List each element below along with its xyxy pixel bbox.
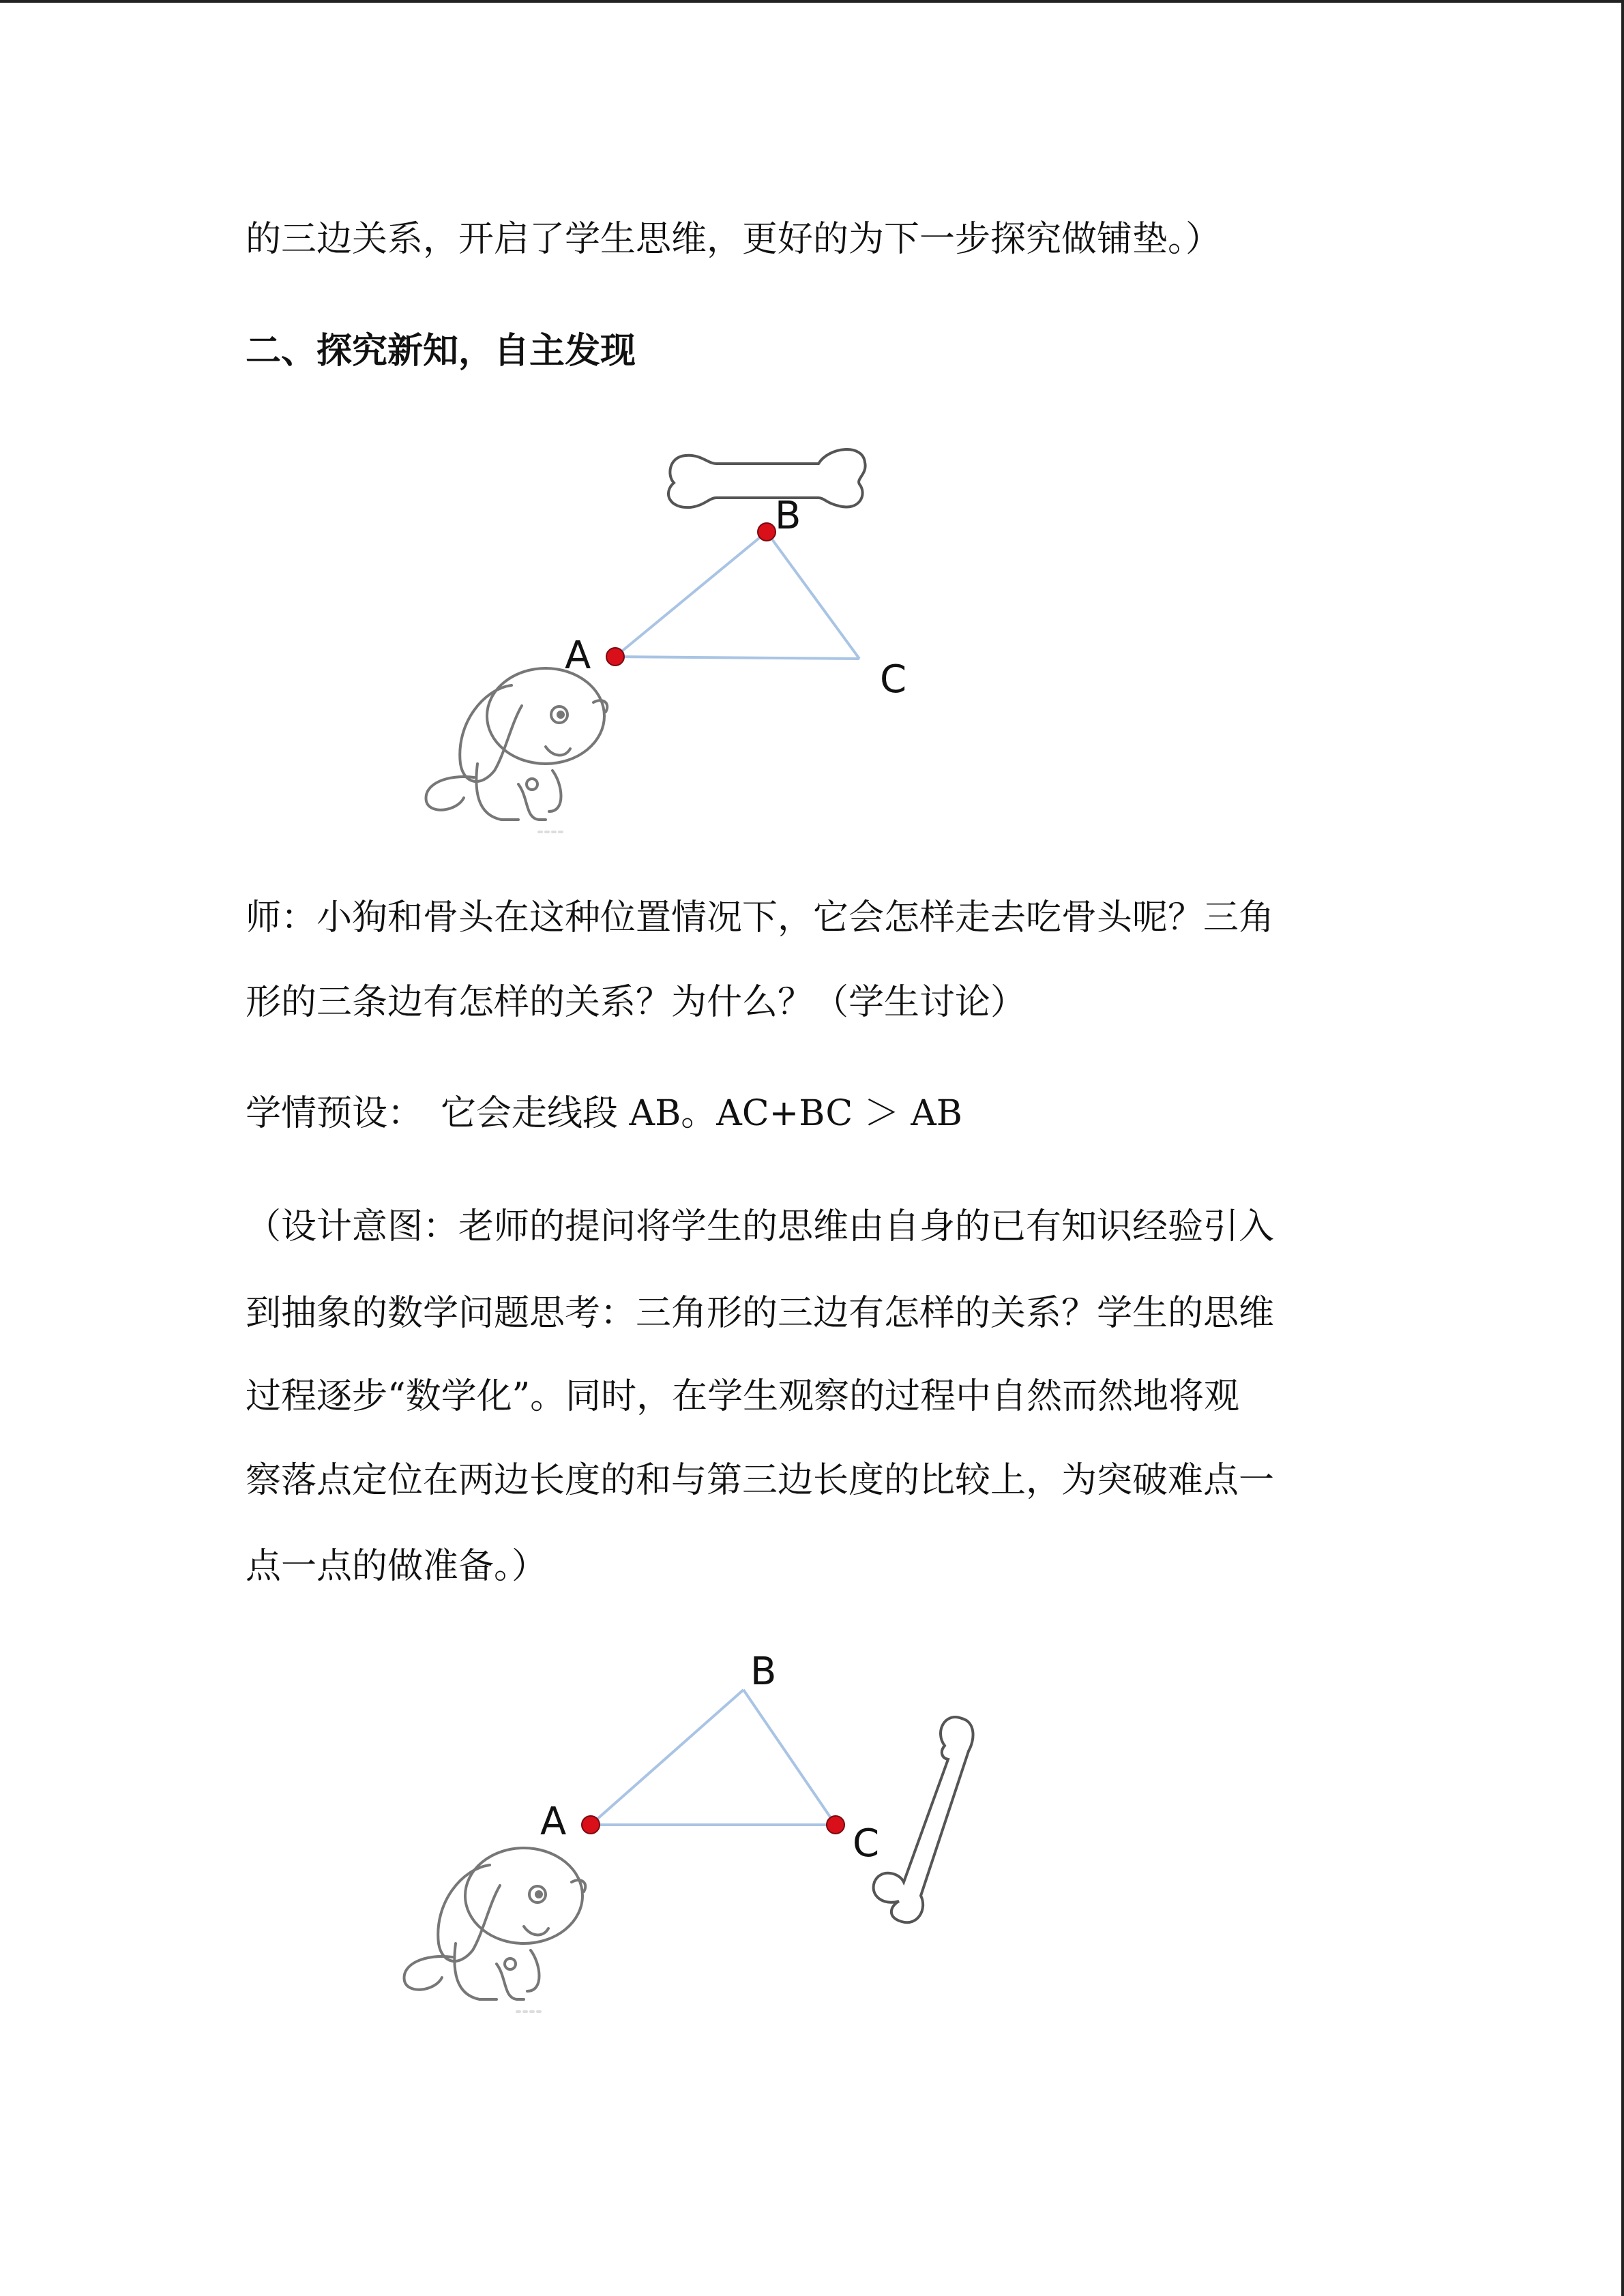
page-right-border xyxy=(1621,0,1624,2296)
teacher-question-line-2: 形的三条边有怎样的关系？为什么？（学生讨论） xyxy=(246,982,1027,1023)
figure-dog-bone-2 xyxy=(389,1637,1016,2018)
design-intent-line-4: 察落点定位在两边长度的和与第三边长度的比较上，为突破难点一 xyxy=(246,1460,1275,1501)
triangle-abc xyxy=(615,532,859,659)
label-a: A xyxy=(565,633,591,678)
bone-icon xyxy=(668,449,866,507)
section-heading: 二、探究新知，自主发现 xyxy=(246,331,636,372)
design-intent-line-1: （设计意图：老师的提问将学生的思维由自身的已有知识经验引入 xyxy=(246,1206,1275,1247)
design-intent-line-3: 过程逐步“数学化”。同时，在学生观察的过程中自然而然地将观 xyxy=(246,1376,1240,1417)
label-c: C xyxy=(880,657,907,702)
figure-dog-bone-1 xyxy=(409,430,928,839)
segment-bc xyxy=(767,532,859,659)
label-b: B xyxy=(750,1650,777,1694)
segment-ac xyxy=(615,657,859,659)
page-top-border xyxy=(0,0,1624,3)
label-c: C xyxy=(853,1821,880,1866)
design-intent-line-2: 到抽象的数学问题思考：三角形的三边有怎样的关系？学生的思维 xyxy=(246,1293,1275,1334)
point-a xyxy=(606,648,624,666)
figure-1-svg xyxy=(409,430,928,839)
segment-ab xyxy=(615,532,767,657)
student-prediction: 学情预设： 它会走线段 AB。AC+BC ＞ AB xyxy=(246,1093,962,1134)
point-a xyxy=(582,1816,600,1834)
dog-icon xyxy=(404,1848,586,2012)
figure-2-svg xyxy=(389,1637,1016,2018)
label-a: A xyxy=(540,1800,567,1844)
point-b xyxy=(758,523,776,541)
bone-icon xyxy=(874,1717,973,1922)
design-intent-line-5: 点一点的做准备。） xyxy=(246,1546,548,1587)
segment-bc xyxy=(743,1690,836,1825)
teacher-question-line-1: 师：小狗和骨头在这种位置情况下，它会怎样走去吃骨头呢？三角 xyxy=(246,897,1275,938)
triangle-abc xyxy=(591,1690,836,1825)
paragraph-intro-end: 的三边关系，开启了学生思维，更好的为下一步探究做铺垫。） xyxy=(246,219,1222,260)
point-c xyxy=(827,1816,844,1834)
dog-icon xyxy=(426,668,608,832)
label-b: B xyxy=(775,494,801,538)
segment-ab xyxy=(591,1690,743,1825)
